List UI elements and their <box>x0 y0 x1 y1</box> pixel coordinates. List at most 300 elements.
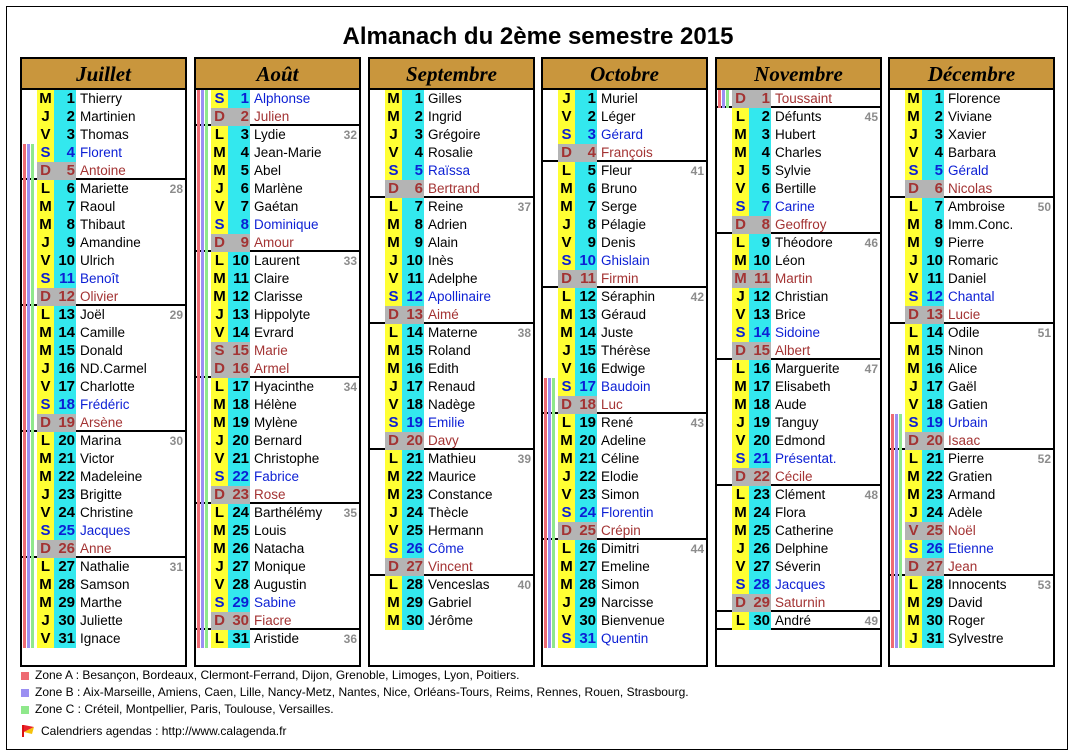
day-row <box>890 558 1053 576</box>
zone-a-bar <box>23 558 26 576</box>
saint-name: Défunts <box>775 109 822 124</box>
day-row <box>543 108 706 126</box>
school-holiday-zones <box>890 540 903 558</box>
saint-name: Côme <box>428 541 465 556</box>
saint-name: Aristide <box>254 631 300 646</box>
day-row <box>370 216 533 234</box>
saint-name: Daniel <box>948 271 987 286</box>
saint-name: Apollinaire <box>428 289 492 304</box>
day-number: 20 <box>749 432 771 450</box>
day-row <box>890 360 1053 378</box>
saint-name: Geoffroy <box>775 217 827 232</box>
day-row <box>22 198 185 216</box>
day-row <box>717 180 880 198</box>
zone-c-bar <box>205 594 208 612</box>
weekday-letter: L <box>732 612 749 630</box>
zone-c-bar <box>205 90 208 108</box>
zone-b-bar <box>27 144 30 162</box>
day-number: 14 <box>922 324 944 342</box>
day-row <box>22 90 185 108</box>
day-number: 25 <box>575 522 597 540</box>
day-row <box>543 576 706 594</box>
zone-a-bar <box>23 252 26 270</box>
zone-b-bar <box>548 522 551 540</box>
zone-c-bar <box>31 306 34 324</box>
zone-c-bar <box>31 270 34 288</box>
school-holiday-zones <box>370 306 383 324</box>
school-holiday-zones <box>717 432 730 450</box>
day-number: 28 <box>402 576 424 594</box>
day-number: 6 <box>922 180 944 198</box>
weekday-letter: D <box>385 306 402 324</box>
school-holiday-zones <box>370 396 383 414</box>
weekday-letter: L <box>211 126 228 144</box>
zone-b-bar <box>201 594 204 612</box>
school-holiday-zones <box>543 576 556 594</box>
saint-name: Adrien <box>428 217 468 232</box>
day-number: 15 <box>402 342 424 360</box>
week-number: 36 <box>343 632 357 646</box>
weekday-letter: M <box>905 360 922 378</box>
weekday-letter: S <box>211 216 228 234</box>
day-row <box>543 468 706 486</box>
school-holiday-zones <box>370 144 383 162</box>
zone-b-bar <box>27 630 30 648</box>
day-number: 25 <box>228 522 250 540</box>
saint-name: Clarisse <box>254 289 303 304</box>
day-row <box>22 216 185 234</box>
zone-c-bar <box>205 630 208 648</box>
zone-b-bar <box>895 540 898 558</box>
zone-c-bar <box>205 306 208 324</box>
zone-a-bar <box>197 108 200 126</box>
day-row <box>543 594 706 612</box>
saint-name: Cécile <box>775 469 813 484</box>
day-number: 22 <box>575 468 597 486</box>
zone-c-bar <box>552 486 555 504</box>
weekday-letter: V <box>211 198 228 216</box>
saint-name: Imm.Conc. <box>948 217 1014 232</box>
day-row <box>890 612 1053 630</box>
saint-name: Victor <box>80 451 115 466</box>
school-holiday-zones <box>717 396 730 414</box>
school-holiday-zones <box>543 396 556 414</box>
day-number: 30 <box>54 612 76 630</box>
weekday-letter: J <box>558 468 575 486</box>
school-holiday-zones <box>22 198 35 216</box>
week-number: 37 <box>517 200 531 214</box>
zone-c-bar <box>31 162 34 180</box>
zone-b-bar <box>201 252 204 270</box>
zone-b-bar <box>27 522 30 540</box>
weekday-letter: D <box>732 90 749 108</box>
zone-b-bar <box>201 198 204 216</box>
school-holiday-zones <box>543 432 556 450</box>
day-row <box>890 270 1053 288</box>
zone-c-bar <box>552 468 555 486</box>
zone-a-bar <box>197 234 200 252</box>
saint-name: Présentat. <box>775 451 837 466</box>
saint-name: Vincent <box>428 559 473 574</box>
school-holiday-zones <box>22 252 35 270</box>
day-row <box>717 198 880 216</box>
school-holiday-zones <box>890 522 903 540</box>
saint-name: Jean <box>948 559 978 574</box>
day-number: 17 <box>402 378 424 396</box>
school-holiday-zones <box>890 414 903 432</box>
day-number: 28 <box>922 576 944 594</box>
school-holiday-zones <box>370 576 383 594</box>
day-number: 12 <box>749 288 771 306</box>
day-row <box>370 378 533 396</box>
school-holiday-zones <box>196 342 209 360</box>
day-row <box>890 306 1053 324</box>
weekday-letter: M <box>558 450 575 468</box>
zone-b-bar <box>548 468 551 486</box>
day-row <box>196 594 359 612</box>
saint-name: Arsène <box>80 415 123 430</box>
school-holiday-zones <box>370 612 383 630</box>
saint-name: Adelphe <box>428 271 478 286</box>
zone-b-bar <box>27 594 30 612</box>
school-holiday-zones <box>890 558 903 576</box>
day-row <box>370 324 533 342</box>
day-number: 23 <box>922 486 944 504</box>
weekday-letter: L <box>732 108 749 126</box>
zone-b-bar <box>27 252 30 270</box>
day-row <box>890 90 1053 108</box>
school-holiday-zones <box>22 540 35 558</box>
school-holiday-zones <box>890 360 903 378</box>
zone-b-bar <box>201 162 204 180</box>
zone-b-bar <box>548 450 551 468</box>
day-row <box>717 342 880 360</box>
day-row <box>196 450 359 468</box>
weekday-letter: D <box>37 288 54 306</box>
zone-b-bar <box>548 576 551 594</box>
day-row <box>22 432 185 450</box>
day-row <box>196 540 359 558</box>
weekday-letter: V <box>558 234 575 252</box>
day-row <box>370 612 533 630</box>
zone-a-bar <box>23 288 26 306</box>
day-row <box>196 90 359 108</box>
month-header: Août <box>196 59 359 90</box>
weekday-letter: M <box>385 216 402 234</box>
zone-c-bar <box>31 180 34 198</box>
day-row <box>22 252 185 270</box>
day-list <box>717 90 880 630</box>
weekday-letter: S <box>732 324 749 342</box>
saint-name: Emeline <box>601 559 650 574</box>
weekday-letter: V <box>211 324 228 342</box>
weekday-letter: J <box>385 504 402 522</box>
school-holiday-zones <box>196 558 209 576</box>
weekday-letter: M <box>732 252 749 270</box>
weekday-letter: V <box>905 396 922 414</box>
day-number: 16 <box>228 360 250 378</box>
weekday-letter: M <box>37 594 54 612</box>
school-holiday-zones <box>890 108 903 126</box>
day-row <box>196 522 359 540</box>
zone-b-bar <box>201 378 204 396</box>
day-number: 31 <box>922 630 944 648</box>
zone-a-bar <box>891 486 894 504</box>
school-holiday-zones <box>543 558 556 576</box>
day-number: 12 <box>54 288 76 306</box>
saint-name: Louis <box>254 523 287 538</box>
zone-a-bar <box>891 576 894 594</box>
weekday-letter: D <box>558 522 575 540</box>
weekday-letter: M <box>211 288 228 306</box>
day-number: 4 <box>575 144 597 162</box>
zone-c-bar <box>552 594 555 612</box>
weekday-letter: M <box>37 216 54 234</box>
school-holiday-zones <box>717 522 730 540</box>
weekday-letter: S <box>211 594 228 612</box>
zone-c-bar <box>205 414 208 432</box>
day-row <box>370 360 533 378</box>
zone-c-bar <box>31 468 34 486</box>
school-holiday-zones <box>890 144 903 162</box>
day-row <box>196 180 359 198</box>
day-row <box>22 522 185 540</box>
day-row <box>22 324 185 342</box>
school-holiday-zones <box>22 432 35 450</box>
school-holiday-zones <box>717 378 730 396</box>
saint-name: Léon <box>775 253 806 268</box>
zone-a-bar <box>197 522 200 540</box>
zone-c-bar <box>31 216 34 234</box>
weekday-letter: M <box>385 468 402 486</box>
weekday-letter: J <box>732 414 749 432</box>
saint-name: Luc <box>601 397 623 412</box>
week-number: 31 <box>169 560 183 574</box>
zone-c-bar <box>552 576 555 594</box>
day-number: 29 <box>749 594 771 612</box>
saint-name: Adeline <box>601 433 647 448</box>
zone-a-bar <box>23 414 26 432</box>
day-row <box>890 576 1053 594</box>
saint-name: Simon <box>601 487 640 502</box>
zone-c-bar <box>205 558 208 576</box>
saint-name: Narcisse <box>601 595 654 610</box>
weekday-letter: M <box>558 180 575 198</box>
day-row <box>22 126 185 144</box>
day-row <box>196 486 359 504</box>
saint-name: Grégoire <box>428 127 481 142</box>
school-holiday-zones <box>890 126 903 144</box>
weekday-letter: L <box>211 252 228 270</box>
zone-b-bar <box>201 234 204 252</box>
day-row <box>717 306 880 324</box>
zone-a-bar <box>544 522 547 540</box>
zone-a-bar <box>23 342 26 360</box>
zone-a-bar <box>197 612 200 630</box>
day-row <box>543 216 706 234</box>
day-row <box>196 612 359 630</box>
day-number: 17 <box>575 378 597 396</box>
weekday-letter: S <box>558 378 575 396</box>
zone-b-bar <box>27 612 30 630</box>
day-number: 18 <box>402 396 424 414</box>
day-row <box>543 234 706 252</box>
day-number: 9 <box>402 234 424 252</box>
day-row <box>370 486 533 504</box>
day-row <box>890 378 1053 396</box>
saint-name: Nadège <box>428 397 476 412</box>
weekday-letter: D <box>37 162 54 180</box>
legend-site[interactable] <box>21 723 689 740</box>
day-row <box>717 378 880 396</box>
zone-c-bar <box>31 414 34 432</box>
day-number: 2 <box>228 108 250 126</box>
day-row <box>22 180 185 198</box>
day-number: 11 <box>402 270 424 288</box>
saint-name: Edwige <box>601 361 646 376</box>
saint-name: Gaël <box>948 379 977 394</box>
zone-b-bar <box>201 108 204 126</box>
day-row <box>370 540 533 558</box>
week-number: 33 <box>343 254 357 268</box>
zone-b-bar <box>27 540 30 558</box>
saint-name: Frédéric <box>80 397 130 412</box>
school-holiday-zones <box>370 594 383 612</box>
zone-c-bar <box>31 324 34 342</box>
day-number: 28 <box>228 576 250 594</box>
saint-name: Ignace <box>80 631 121 646</box>
school-holiday-zones <box>370 360 383 378</box>
school-holiday-zones <box>370 90 383 108</box>
zone-a-bar <box>891 594 894 612</box>
school-holiday-zones <box>22 414 35 432</box>
day-row <box>196 432 359 450</box>
week-number: 34 <box>343 380 357 394</box>
school-holiday-zones <box>22 108 35 126</box>
zone-b-bar <box>27 306 30 324</box>
day-row <box>370 108 533 126</box>
saint-name: Séraphin <box>601 289 656 304</box>
zone-a-bar <box>197 414 200 432</box>
zone-a-bar <box>197 378 200 396</box>
saint-name: Marina <box>80 433 122 448</box>
saint-name: Brice <box>775 307 806 322</box>
day-row <box>22 378 185 396</box>
weekday-letter: J <box>732 288 749 306</box>
day-number: 16 <box>922 360 944 378</box>
zone-a-bar <box>544 612 547 630</box>
weekday-letter: V <box>732 180 749 198</box>
saint-name: Maurice <box>428 469 477 484</box>
day-number: 13 <box>54 306 76 324</box>
zone-b-bar <box>201 504 204 522</box>
day-number: 3 <box>402 126 424 144</box>
day-row <box>717 576 880 594</box>
zone-c-bar <box>552 450 555 468</box>
zone-b-bar <box>27 288 30 306</box>
saint-name: Olivier <box>80 289 119 304</box>
school-holiday-zones <box>196 198 209 216</box>
day-number: 16 <box>575 360 597 378</box>
zone-a-bar <box>197 270 200 288</box>
day-row <box>370 198 533 216</box>
school-holiday-zones <box>196 126 209 144</box>
weekday-letter: S <box>905 288 922 306</box>
day-row <box>543 198 706 216</box>
day-number: 22 <box>749 468 771 486</box>
day-number: 2 <box>922 108 944 126</box>
saint-name: Thomas <box>80 127 129 142</box>
zone-a-bar <box>23 450 26 468</box>
zone-c-bar <box>205 612 208 630</box>
day-list <box>890 90 1053 648</box>
weekday-letter: D <box>385 432 402 450</box>
day-number: 14 <box>749 324 771 342</box>
day-number: 4 <box>402 144 424 162</box>
zone-b-bar <box>548 378 551 396</box>
day-row <box>196 396 359 414</box>
day-row <box>543 252 706 270</box>
day-number: 19 <box>402 414 424 432</box>
weekday-letter: D <box>385 180 402 198</box>
zone-a-bar <box>544 396 547 414</box>
zone-c-bar <box>552 558 555 576</box>
legend-zone-c <box>21 701 689 718</box>
zone-a-bar <box>197 342 200 360</box>
saint-name: Gabriel <box>428 595 472 610</box>
zone-a-bar <box>891 558 894 576</box>
day-number: 11 <box>749 270 771 288</box>
day-number: 13 <box>749 306 771 324</box>
weekday-letter: M <box>211 414 228 432</box>
month-header: Novembre <box>717 59 880 90</box>
day-row <box>196 342 359 360</box>
zone-b-bar <box>27 432 30 450</box>
day-row <box>196 198 359 216</box>
zone-a-bar <box>544 486 547 504</box>
day-row <box>890 414 1053 432</box>
site-link[interactable]: Calendriers agendas : http://www.calagenda.fr <box>41 724 287 738</box>
zone-b-bar <box>201 396 204 414</box>
weekday-letter: M <box>558 198 575 216</box>
weekday-letter: S <box>37 522 54 540</box>
day-number: 6 <box>54 180 76 198</box>
zone-b-bar <box>27 504 30 522</box>
day-row <box>370 270 533 288</box>
saint-name: Léger <box>601 109 636 124</box>
saint-name: Sabine <box>254 595 297 610</box>
zone-b-bar <box>201 558 204 576</box>
day-number: 16 <box>749 360 771 378</box>
day-number: 30 <box>922 612 944 630</box>
day-number: 7 <box>228 198 250 216</box>
day-row <box>543 558 706 576</box>
saint-name: Ulrich <box>80 253 115 268</box>
zone-a-bar <box>23 630 26 648</box>
day-list <box>370 90 533 630</box>
zone-a-bar <box>544 432 547 450</box>
day-number: 17 <box>749 378 771 396</box>
school-holiday-zones <box>890 468 903 486</box>
day-number: 28 <box>54 576 76 594</box>
day-row <box>22 108 185 126</box>
saint-name: Donald <box>80 343 123 358</box>
zone-b-bar <box>27 270 30 288</box>
saint-name: Elodie <box>601 469 639 484</box>
school-holiday-zones <box>370 270 383 288</box>
weekday-letter: D <box>558 144 575 162</box>
zone-c-bar <box>31 396 34 414</box>
